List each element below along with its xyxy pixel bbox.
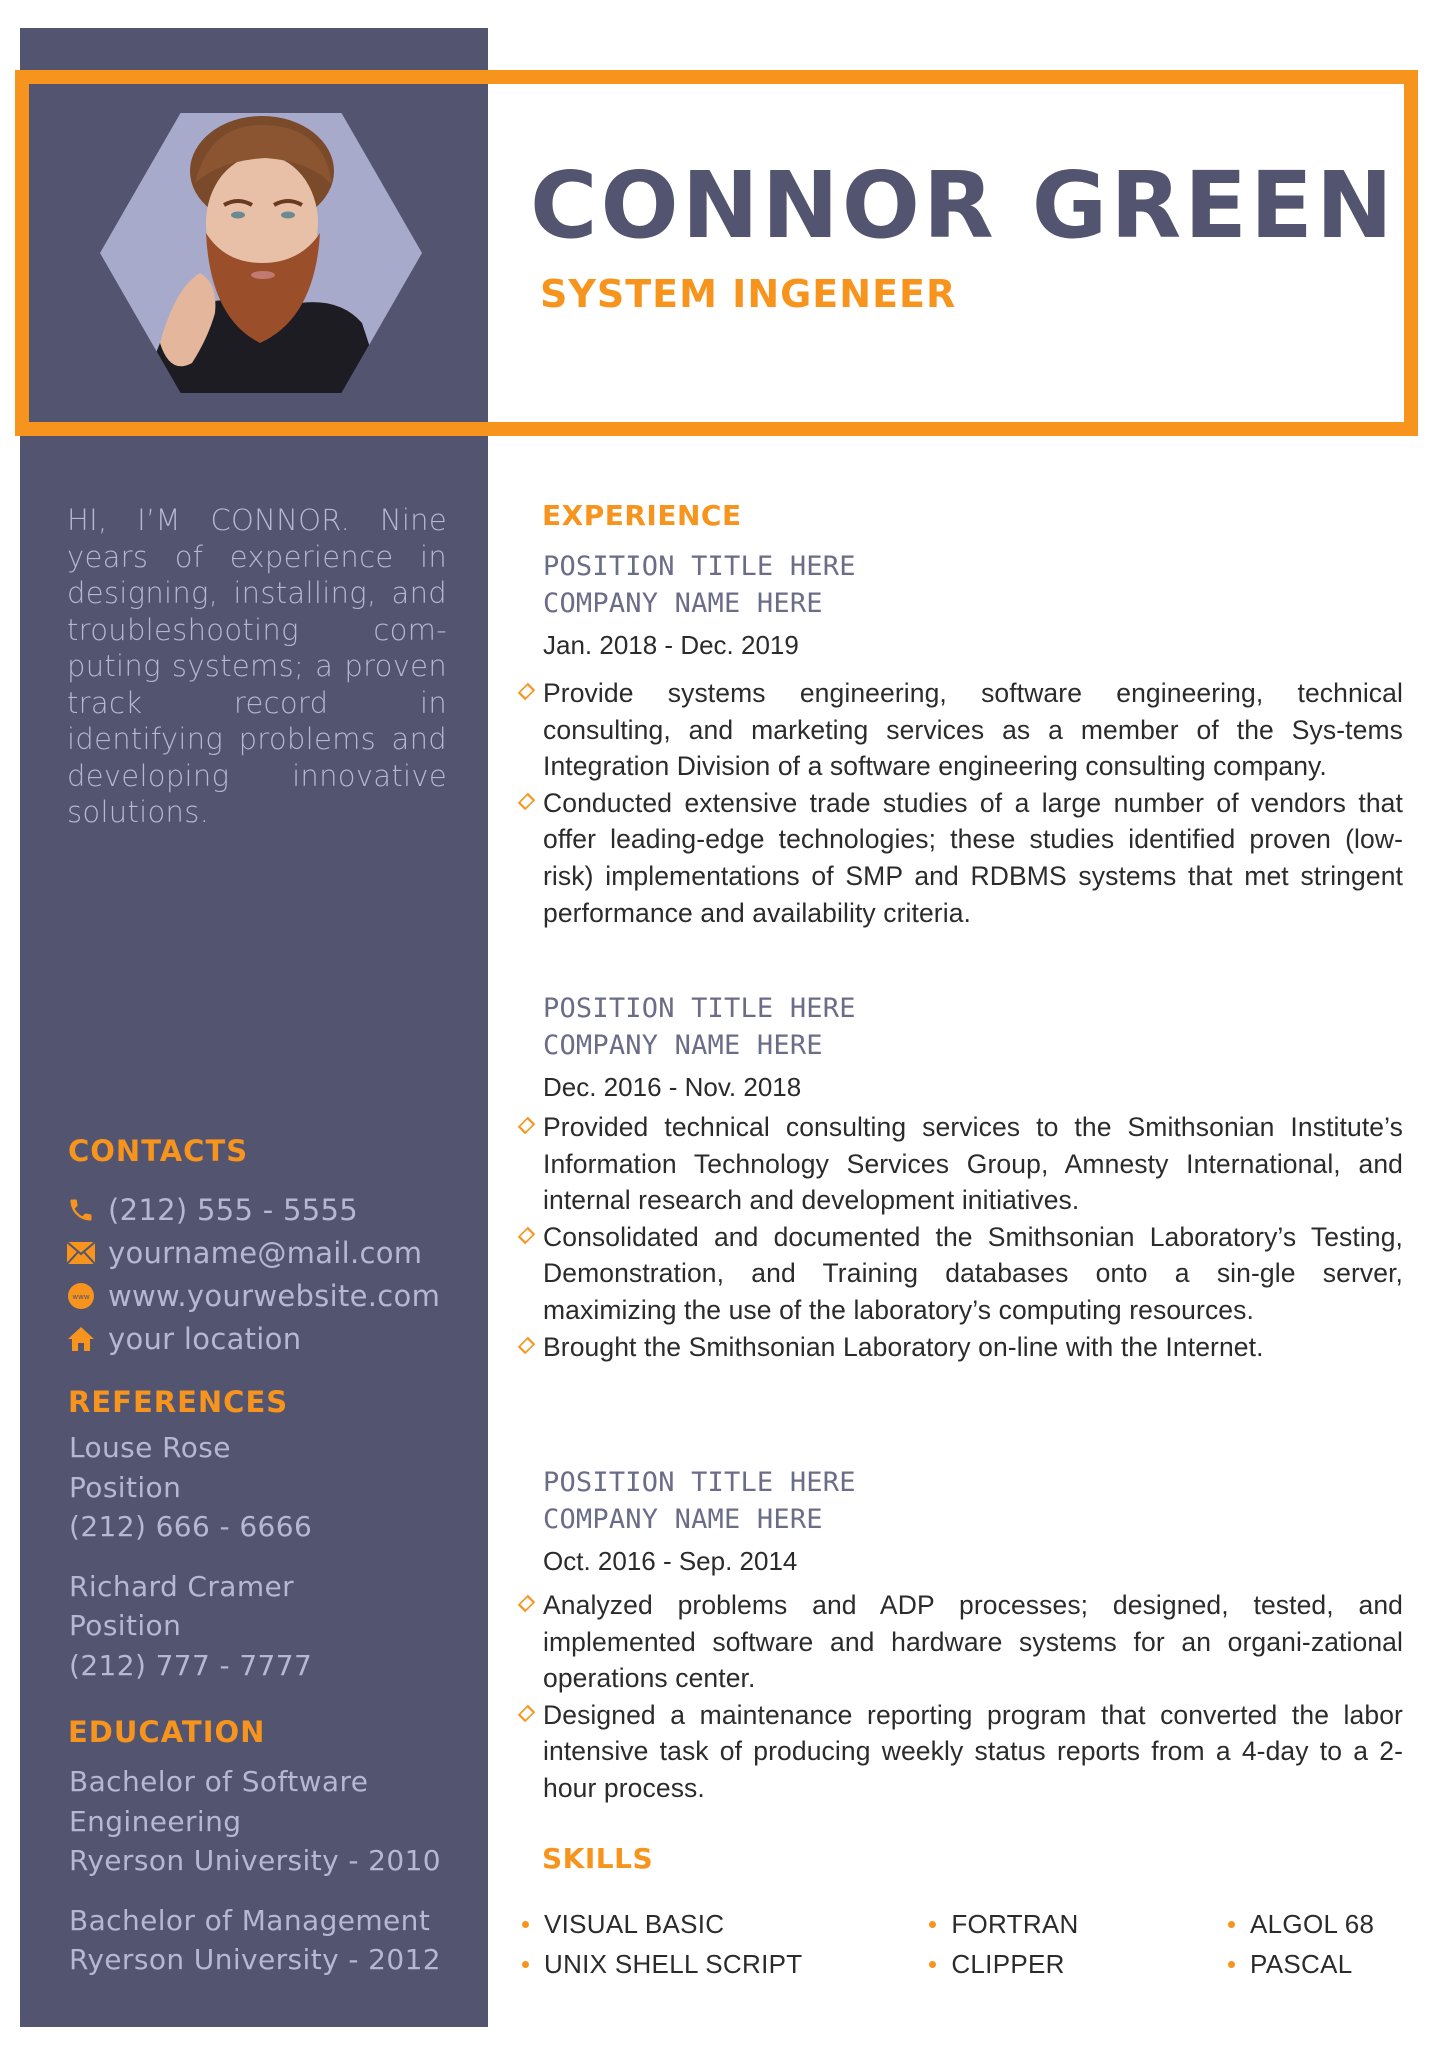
reference-phone: (212) 666 - 6666 (69, 1510, 313, 1543)
reference-position: Position (69, 1609, 182, 1642)
job-bullet: Conducted extensive trade studies of a large number of vendors that offer leading-edge technologies; these studies identified proven (low-risk) implementations of SMP and RDBMS systems that met stringent performance and availability criteria. (543, 785, 1403, 931)
job-dates: Jan. 2018 - Dec. 2019 (543, 630, 799, 660)
profile-photo-hexagon (100, 113, 422, 393)
home-icon (66, 1324, 96, 1354)
education-list (69, 1762, 441, 1980)
references-list (69, 1428, 312, 1685)
skill-item: PASCAL (1228, 1949, 1422, 1980)
job-dates: Dec. 2016 - Nov. 2018 (543, 1072, 802, 1102)
education-degree: Bachelor of Software (69, 1765, 369, 1798)
diamond-bullet-icon (518, 1595, 535, 1612)
contacts-heading: CONTACTS (68, 1134, 249, 1168)
experience-heading: EXPERIENCE (542, 499, 742, 532)
contact-phone (66, 1188, 440, 1231)
skills-heading: SKILLS (542, 1842, 654, 1875)
contact-email-text[interactable]: yourname@mail.com (108, 1235, 423, 1270)
job-company: COMPANY NAME HERE (543, 1504, 823, 1535)
dot-bullet-icon (1228, 1961, 1235, 1968)
job-company: COMPANY NAME HERE (543, 1030, 823, 1061)
skill-item: ALGOL 68 (1228, 1909, 1422, 1940)
education-degree: Bachelor of Management (69, 1903, 431, 1937)
job-entry (543, 548, 1403, 931)
phone-icon (66, 1195, 96, 1225)
diamond-bullet-icon (518, 1336, 535, 1353)
job-bullet: Analyzed problems and ADP processes; designed, tested, and implemented software and hardware systems for an organi-zational operations center. (543, 1587, 1403, 1697)
references-heading: REFERENCES (68, 1385, 289, 1419)
contact-email (66, 1231, 440, 1274)
skill-item: VISUAL BASIC (522, 1909, 929, 1940)
reference-name: Richard Cramer (69, 1569, 295, 1603)
job-bullet: Provided technical consulting services to the Smithsonian Institute’s Information Technology Services Group, Amnesty International, and internal research and development initiatives. (543, 1109, 1403, 1219)
skill-item: UNIX SHELL SCRIPT (522, 1949, 929, 1980)
diamond-bullet-icon (518, 1227, 535, 1244)
education-degree-cont: Engineering (69, 1804, 242, 1838)
dot-bullet-icon (929, 1961, 936, 1968)
about-summary: HI, I’M CONNOR. Nine years of experience in designing, installing, and troubleshooting com-puting systems; a proven track record in identifying problems and developing innovative solutions. (67, 503, 447, 829)
contact-location-text: your location (108, 1321, 302, 1356)
education-heading: EDUCATION (68, 1715, 266, 1749)
job-position: POSITION TITLE HERE (543, 993, 856, 1024)
svg-text:www: www (72, 1292, 90, 1301)
diamond-bullet-icon (518, 683, 535, 700)
contact-website (66, 1274, 440, 1317)
portrait-photo (100, 113, 422, 393)
reference-phone: (212) 777 - 7777 (69, 1648, 313, 1682)
contact-phone-text: (212) 555 - 5555 (108, 1192, 359, 1227)
diamond-bullet-icon (518, 1117, 535, 1134)
job-bullet: Provide systems engineering, software engineering, technical consulting, and marketing services as a member of the Sys-tems Integration Division of a software engineering consulting company. (543, 675, 1403, 785)
job-entry (543, 990, 1403, 1365)
contact-website-text[interactable]: www.yourwebsite.com (108, 1278, 441, 1313)
job-entry (543, 1464, 1403, 1807)
candidate-name: CONNOR GREEN (530, 152, 1396, 259)
candidate-title: SYSTEM INGENEER (540, 272, 957, 316)
mail-icon (66, 1238, 96, 1268)
dot-bullet-icon (929, 1921, 936, 1928)
globe-www-icon (66, 1281, 96, 1311)
diamond-bullet-icon (518, 793, 535, 810)
job-position: POSITION TITLE HERE (543, 1467, 856, 1498)
job-company: COMPANY NAME HERE (543, 588, 823, 619)
job-position: POSITION TITLE HERE (543, 551, 856, 582)
reference-name: Louse Rose (69, 1431, 231, 1464)
dot-bullet-icon (522, 1961, 529, 1968)
dot-bullet-icon (1228, 1921, 1235, 1928)
job-dates: Oct. 2016 - Sep. 2014 (543, 1546, 798, 1576)
job-bullet: Designed a maintenance reporting program that converted the labor intensive task of producing weekly status reports from a 4-day to a 2-hour process. (543, 1697, 1403, 1807)
skills-grid (522, 1904, 1422, 1984)
dot-bullet-icon (522, 1921, 529, 1928)
contact-location (66, 1317, 440, 1360)
skill-item: CLIPPER (929, 1949, 1228, 1980)
job-bullet: Consolidated and documented the Smithsonian Laboratory’s Testing, Demonstration, and Training databases onto a sin-gle server, maximizing the use of the laboratory’s computing resources. (543, 1219, 1403, 1329)
reference-position: Position (69, 1470, 182, 1504)
contacts-list (66, 1188, 440, 1360)
job-bullet: Brought the Smithsonian Laboratory on-line with the Internet. (543, 1329, 1403, 1366)
education-school: Ryerson University - 2010 (69, 1844, 442, 1877)
skill-item: FORTRAN (929, 1909, 1228, 1940)
education-school: Ryerson University - 2012 (69, 1943, 442, 1976)
diamond-bullet-icon (518, 1705, 535, 1722)
